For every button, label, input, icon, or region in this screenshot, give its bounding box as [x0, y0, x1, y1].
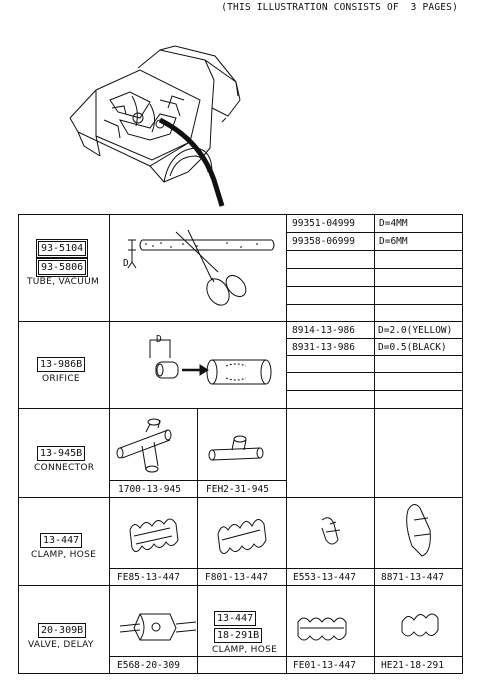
name-clamp: CLAMP, HOSE [31, 550, 97, 560]
name-tube: TUBE, VACUUM [27, 277, 100, 287]
connector-part-1: 1700-13-945 [118, 484, 181, 495]
code-valve-sub-2: 18-291B [214, 628, 262, 643]
code-tube-1: 93-5104 [38, 241, 86, 256]
clamp-part-3: E553-13-447 [293, 572, 356, 583]
orifice-part-1: 8914-13-986 [292, 325, 355, 336]
connector-drawings [117, 419, 263, 472]
valve-drawings [120, 614, 438, 640]
clamp-part-1: FE85-13-447 [117, 572, 180, 583]
orifice-dim-label: D [156, 334, 162, 345]
valve-part: E568-20-309 [117, 660, 180, 671]
code-connector: 13-945B [37, 446, 85, 461]
clamp-drawings [130, 504, 430, 556]
orifice-spec-1: D=2.0(YELLOW) [378, 325, 453, 336]
tube-spec-2: D=6MM [379, 236, 408, 247]
page-note: (THIS ILLUSTRATION CONSISTS OF 3 PAGES) [221, 2, 458, 13]
orifice-spec-2: D=0.5(BLACK) [378, 342, 447, 353]
connector-part-2: FEH2-31-945 [206, 484, 269, 495]
name-valve: VALVE, DELAY [28, 640, 94, 650]
code-orifice: 13-986B [37, 357, 85, 372]
tube-dim-label: D [123, 258, 129, 269]
code-clamp: 13-447 [40, 533, 82, 548]
tube-spec-1: D=4MM [379, 218, 408, 229]
tube-drawing [128, 230, 274, 309]
code-valve-sub-1: 13-447 [214, 611, 256, 626]
orifice-part-2: 8931-13-986 [292, 342, 355, 353]
clamp-part-2: F801-13-447 [205, 572, 268, 583]
valve-right-part-1: FE01-13-447 [293, 660, 356, 671]
tube-part-2: 99358-06999 [292, 236, 355, 247]
valve-right-part-2: HE21-18-291 [381, 660, 444, 671]
name-orifice: ORIFICE [42, 374, 80, 384]
name-valve-sub: CLAMP, HOSE [212, 645, 278, 655]
tube-part-1: 99351-04999 [292, 218, 355, 229]
code-tube-2: 93-5806 [38, 260, 86, 275]
code-valve: 20-309B [38, 623, 86, 638]
clamp-part-4: 8871-13-447 [381, 572, 444, 583]
name-connector: CONNECTOR [34, 463, 95, 473]
orifice-drawing [150, 340, 271, 384]
